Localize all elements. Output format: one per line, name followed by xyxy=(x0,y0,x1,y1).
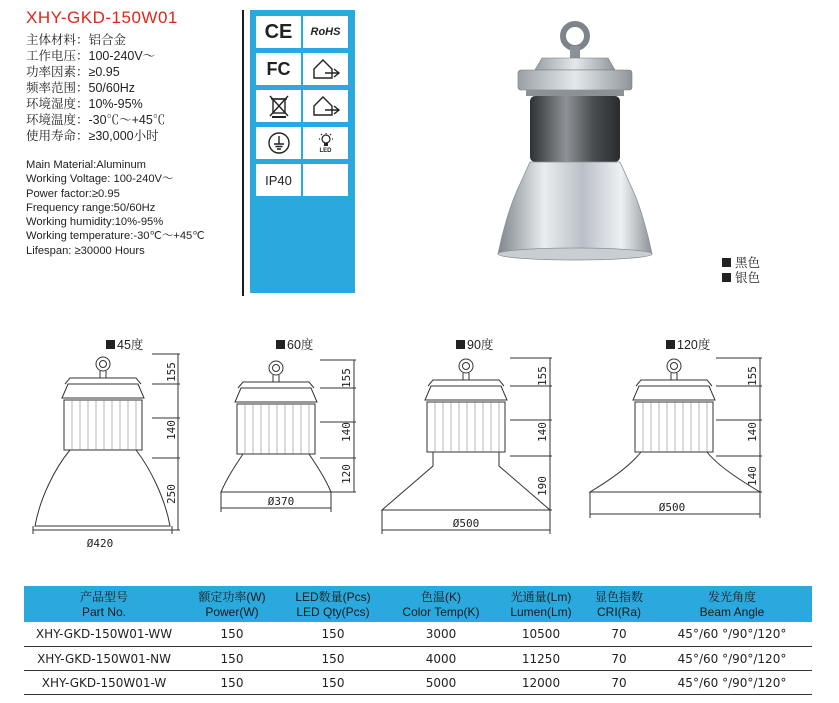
spec-humidity-cn: 环境湿度：10%-95% xyxy=(26,97,143,111)
spec-lifespan-en: Lifespan: ≥30000 Hours xyxy=(26,244,145,257)
weee-bin-icon xyxy=(256,90,301,122)
certification-panel xyxy=(250,10,355,293)
angle-120-text: 120度 xyxy=(677,338,711,352)
blank-cert-cell xyxy=(303,164,348,196)
black-swatch-icon xyxy=(722,258,731,267)
cell-led-qty: 150 xyxy=(321,627,345,641)
indoor-use-2-icon xyxy=(303,90,348,122)
cell-beam-angle: 45°/60 °/90°/120° xyxy=(677,627,787,641)
cell-part-no: XHY-GKD-150W01-WW xyxy=(35,627,173,641)
cell-lumen: 12000 xyxy=(521,676,561,690)
spec-list-en xyxy=(26,158,205,258)
ground-protection-icon xyxy=(256,127,301,159)
fc-mark-icon: FC xyxy=(256,53,301,85)
dim-120-width: Ø500 xyxy=(658,501,686,514)
dim-90-bot: 190 xyxy=(536,476,549,496)
spec-humidity-en: Working humidity:10%-95% xyxy=(26,216,164,229)
table-row xyxy=(24,623,812,645)
ce-mark-icon: CE xyxy=(256,16,301,48)
spec-voltage-cn: 工作电压：100-240V～ xyxy=(26,49,156,63)
cell-power: 150 xyxy=(220,652,244,666)
spec-table-header xyxy=(24,586,812,622)
cell-beam-angle: 45°/60 °/90°/120° xyxy=(677,652,787,666)
cell-power: 150 xyxy=(220,627,244,641)
row-divider xyxy=(24,694,812,695)
header-cri: 显色指数 CRI(Ra) xyxy=(594,590,643,619)
cell-cri: 70 xyxy=(611,627,627,641)
dim-90-top: 155 xyxy=(536,366,549,386)
spec-frequency-en: Frequency range:50/60Hz xyxy=(26,201,156,214)
row-divider xyxy=(24,646,812,647)
cell-color-temp: 3000 xyxy=(425,627,457,641)
spec-material-cn: 主体材料：铝合金 xyxy=(26,33,127,47)
angle-90-text: 90度 xyxy=(467,338,494,352)
color-legend xyxy=(722,256,760,286)
spec-temperature-cn: 环境温度：-30℃～+45℃ xyxy=(26,113,166,127)
cell-part-no: XHY-GKD-150W01-NW xyxy=(37,652,171,666)
cell-cri: 70 xyxy=(611,676,627,690)
header-beam-angle: 发光角度 Beam Angle xyxy=(699,590,765,619)
header-lumen: 光通量(Lm) Lumen(Lm) xyxy=(510,590,572,619)
dimension-drawings xyxy=(0,348,839,548)
row-divider xyxy=(24,670,812,671)
dim-120-top: 155 xyxy=(746,366,759,386)
header-color-temp: 色温(K) Color Temp(K) xyxy=(402,590,480,619)
dim-60-mid: 140 xyxy=(340,422,353,442)
cell-color-temp: 4000 xyxy=(425,652,457,666)
dim-60-width: Ø370 xyxy=(267,495,295,508)
legend-silver-label: 银色 xyxy=(735,271,761,285)
cell-color-temp: 5000 xyxy=(425,676,457,690)
led-bulb-icon xyxy=(303,127,348,159)
spec-voltage-en: Working Voltage: 100-240V～ xyxy=(26,173,174,186)
header-led-qty: LED数量(Pcs) LED Qty(Pcs) xyxy=(295,590,371,619)
product-title: XHY-GKD-150W01 xyxy=(26,8,178,27)
cell-cri: 70 xyxy=(611,652,627,666)
ip-rating-label: IP40 xyxy=(256,164,301,196)
dim-120-mid: 140 xyxy=(746,422,759,442)
legend-silver xyxy=(722,271,760,286)
dim-90-width: Ø500 xyxy=(452,517,480,530)
dim-120-bot: 140 xyxy=(746,466,759,486)
cell-led-qty: 150 xyxy=(321,652,345,666)
cell-beam-angle: 45°/60 °/90°/120° xyxy=(677,676,787,690)
cell-led-qty: 150 xyxy=(321,676,345,690)
spec-lifespan-cn: 使用寿命：≥30,000小时 xyxy=(26,129,159,143)
dim-60-bot: 120 xyxy=(340,464,353,484)
dim-45-bot: 250 xyxy=(165,484,178,504)
angle-60-text: 60度 xyxy=(287,338,314,352)
dim-45-width: Ø420 xyxy=(86,537,114,548)
cell-part-no: XHY-GKD-150W01-W xyxy=(41,676,167,690)
dim-90-mid: 140 xyxy=(536,422,549,442)
product-photo xyxy=(480,14,670,284)
spec-power-factor-cn: 功率因素：≥0.95 xyxy=(26,65,120,79)
divider-line xyxy=(242,10,244,296)
rohs-mark-icon: RoHS xyxy=(303,16,348,48)
dim-45-top: 155 xyxy=(165,362,178,382)
angle-45-text: 45度 xyxy=(117,338,144,352)
spec-power-factor-en: Power factor:≥0.95 xyxy=(26,187,120,200)
spec-list-cn xyxy=(26,32,165,144)
dim-60-top: 155 xyxy=(340,368,353,388)
indoor-use-icon xyxy=(303,53,348,85)
header-part-no: 产品型号 Part No. xyxy=(79,590,128,619)
spec-material-en: Main Material:Aluminum xyxy=(26,159,146,171)
table-row xyxy=(24,672,812,694)
led-label: LED xyxy=(319,148,332,154)
dim-45-mid: 140 xyxy=(165,420,178,440)
silver-swatch-icon xyxy=(722,273,731,282)
cell-lumen: 10500 xyxy=(521,627,561,641)
spec-frequency-cn: 频率范围：50/60Hz xyxy=(26,81,136,95)
cell-lumen: 11250 xyxy=(521,652,561,666)
legend-black xyxy=(722,256,760,271)
header-power: 额定功率(W) Power(W) xyxy=(198,590,266,619)
legend-black-label: 黑色 xyxy=(735,256,761,270)
table-row xyxy=(24,648,812,670)
cell-power: 150 xyxy=(220,676,244,690)
spec-temperature-en: Working temperature:-30℃～+45℃ xyxy=(26,230,205,243)
